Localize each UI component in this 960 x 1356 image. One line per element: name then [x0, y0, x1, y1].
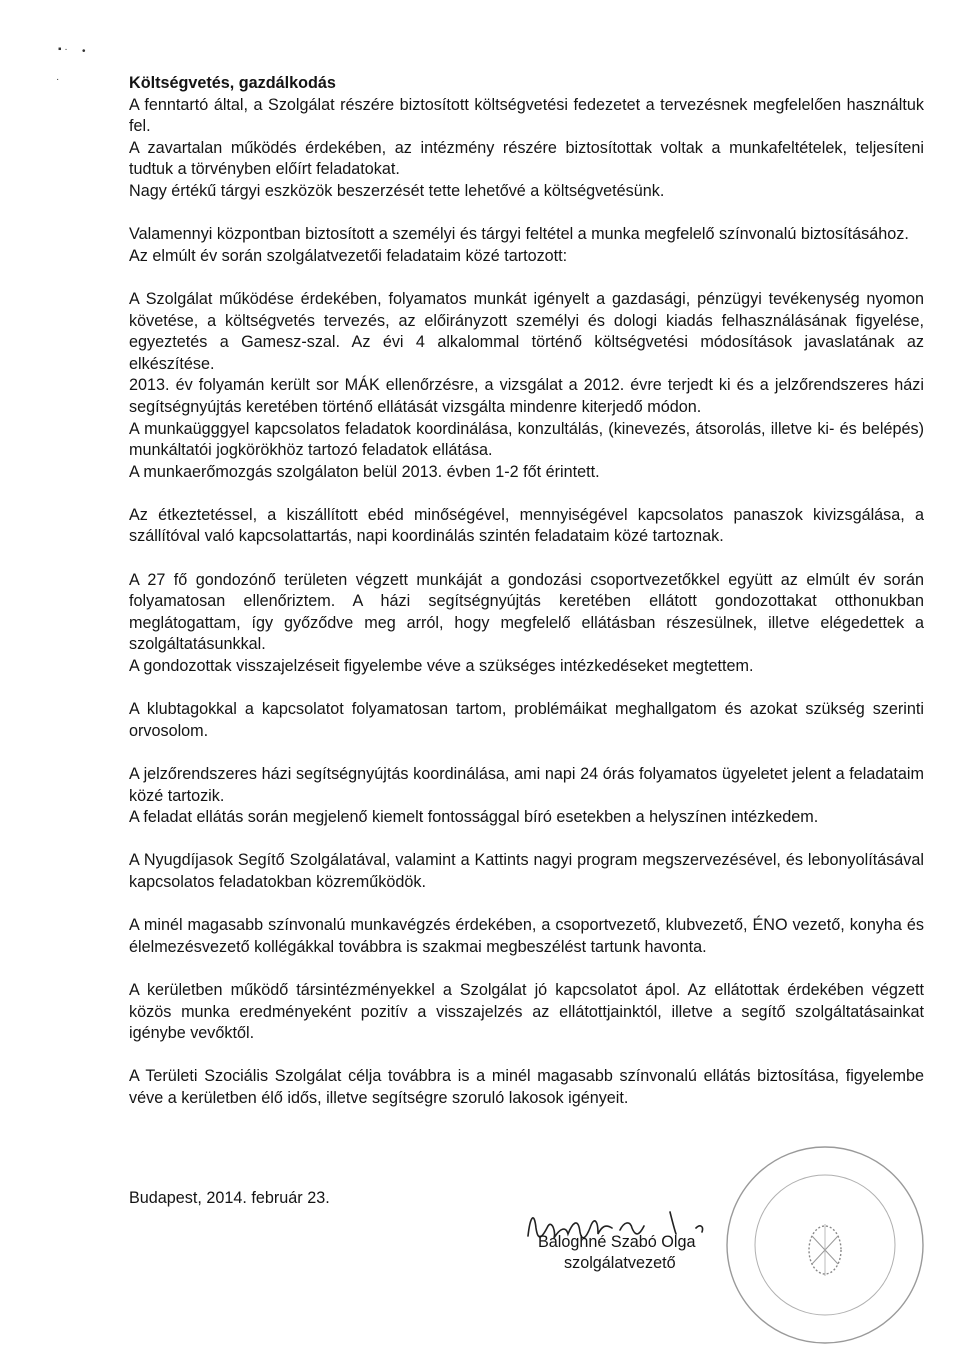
paragraph: A minél magasabb színvonalú munkavégzés érdekében, a csoportvezető, klubvezető, ÉNO vezető, konyha és élelmezésvezető kollégákkal továbbra is szakmai megbeszélést tartunk havonta.	[129, 916, 924, 956]
signatory-name: Baloghné Szabó Olga	[538, 1233, 696, 1251]
document-body	[129, 73, 924, 1110]
paragraph: A gondozottak visszajelzéseit figyelembe véve a szükséges intézkedéseket megtettem.	[129, 657, 754, 676]
scan-speck: ·	[56, 74, 60, 85]
paragraph: A klubtagokkal a kapcsolatot folyamatosan tartom, problémáikat meghallgatom és azokat szükség szerinti orvosolom.	[129, 700, 924, 740]
scan-speck: ▪ ·	[58, 44, 68, 55]
place-and-date: Budapest, 2014. február 23.	[129, 1189, 330, 1207]
paragraph: A 27 fő gondozónő területen végzett munkáját a gondozási csoportvezetőkkel együtt az elmúlt év során folyamatosan ellenőriztem. A házi segítségnyújtás keretében ellátott gondozottakat otthonukban meglátogattam, így győződve meg arról, hogy megfelelő ellátásban részesülnek, illetve elégedettek a szolgáltatásunkkal.	[129, 570, 924, 654]
paragraph: A munkaügggyel kapcsolatos feladatok koordinálása, konzultálás, (kinevezés, átsorolás, illetve ki- és belépés) munkáltatói jogkörökhöz tartozó feladatok ellátása.	[129, 419, 924, 460]
scan-speck: •	[82, 46, 86, 57]
paragraph: A Szolgálat működése érdekében, folyamatos munkát igényelt a gazdasági, pénzügyi tevékenység nyomon követése, a költségvetés tervezés, az előirányzott személyi és dologi kiadás felhasználásának figyelése, egyeztetés a Gamesz-szal. Az évi 4 alkalommal történő költségvetési módosítások javaslatának az elkészítése.	[129, 289, 924, 373]
paragraph: A zavartalan működés érdekében, az intézmény részére biztosítottak voltak a munkafeltételek, teljesíteni tudtuk a törvényben előírt feladatokat.	[129, 138, 924, 179]
official-stamp	[720, 1140, 930, 1350]
paragraph: Valamennyi központban biztosított a személyi és tárgyi feltétel a munka megfelelő színvonalú biztosításához.	[129, 225, 909, 244]
paragraph: A jelzőrendszeres házi segítségnyújtás koordinálása, ami napi 24 órás folyamatos ügyeletet jelent a feladataim közé tartozik.	[129, 765, 924, 805]
paragraph: A feladat ellátás során megjelenő kiemelt fontossággal bíró esetekben a helyszínen intézkedem.	[129, 808, 819, 827]
paragraph: A Területi Szociális Szolgálat célja továbbra is a minél magasabb színvonalú ellátás biztosítása, figyelembe véve a kerületben élő idős, illetve segítségre szoruló lakosok igényeit.	[129, 1067, 924, 1107]
paragraph: Az étkeztetéssel, a kiszállított ebéd minőségével, mennyiségével kapcsolatos panaszok kivizsgálása, a szállítóval való kapcsolattartás, napi koordinálás szintén feladataim közé tartoznak.	[129, 505, 924, 546]
paragraph: Nagy értékű tárgyi eszközök beszerzését tette lehetővé a költségvetésünk.	[129, 181, 665, 200]
paragraph: A Nyugdíjasok Segítő Szolgálatával, valamint a Kattints nagyi program megszervezésével, és lebonyolításával kapcsolatos feladatokban közreműködök.	[129, 851, 924, 891]
signatory-title: szolgálatvezető	[564, 1254, 676, 1272]
paragraph: A fenntartó által, a Szolgálat részére biztosított költségvetési fedezetet a tervezésnek megfelelően használtuk fel.	[129, 95, 924, 136]
signature-block	[538, 1232, 696, 1274]
paragraph: Az elmúlt év során szolgálatvezetői feladataim közé tartozott:	[129, 246, 568, 265]
section-heading: Költségvetés, gazdálkodás	[129, 74, 336, 92]
paragraph: A munkaerőmozgás szolgálaton belül 2013. évben 1-2 főt érintett.	[129, 462, 600, 481]
paragraph: 2013. év folyamán került sor MÁK ellenőrzésre, a vizsgálat a 2012. évre terjedt ki és a jelzőrendszeres házi segítségnyújtás keretében történő ellátását vizsgálta mindenre kiterjedő módon.	[129, 376, 924, 416]
paragraph: A kerületben működő társintézményekkel a Szolgálat jó kapcsolatot ápol. Az ellátottak érdekében végzett közös munka eredményeként pozitív a visszajelzés az ellátottjainktól, illetve a segítő szolgáltatásainkat igénybe vevőktől.	[129, 980, 924, 1043]
